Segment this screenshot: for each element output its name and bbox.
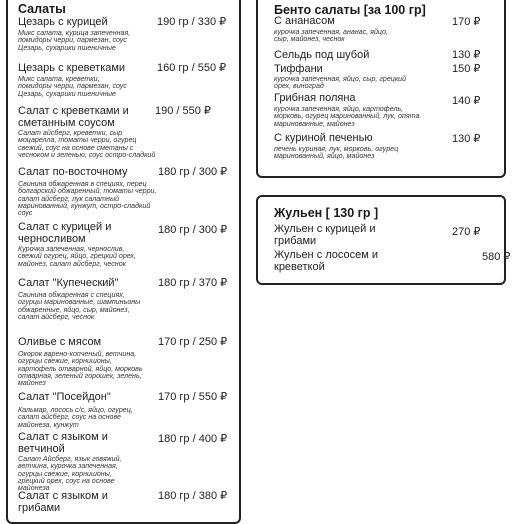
item-description: Окорок варено-копченый, ветчина, огурцы свежие, корнишоны, картофель отварной, яйцо, морковь отварная, зеленый горошек, зелень, майонез [18,350,143,388]
item-name: Жульен с лососем и креветкой [274,249,379,273]
item-name: Оливье с мясом [18,336,102,348]
item-name: Цезарь с курицей [18,16,108,28]
julien-panel [256,195,511,285]
item-price: 180 гр / 380 ₽ [158,490,228,502]
item-name: Салат по-восточному [18,166,128,178]
item-description: курочка запеченная, яйцо, картофель, морковь, огурец маринованный, лук, опята маринованные, майонез [274,105,420,128]
item-description: Свинина обжаренная с специях, огурцы маринованные, шампиньоны обжаренные, яйцо, сыр, майонез, салат айсберг, чеснок [18,291,141,321]
item-price: 580 ₽ [482,251,511,263]
item-name: Сельдь под шубой [274,49,370,61]
item-name: Салат "Купеческий" [18,277,119,289]
item-name: Салат с языком и грибами [18,490,108,514]
item-description: Микс салата, курица запеченная, помидоры черри, пармезан, соус Цезарь, сухарики пшеничные [18,29,131,52]
item-name: Жульен с курицей и грибами [274,223,376,247]
item-description: курочка запеченная, ананас, яйцо, сыр, майонез, чеснок [274,28,388,44]
item-price: 130 ₽ [452,49,481,61]
item-price: 140 ₽ [452,95,481,107]
item-description: Свинина обжаренная в специях, перец болгарский обжаренный, томаты черри, салат айсберг, лук салатный маринованный, кунжут, остро-сладкий соус [18,180,157,218]
item-description: Салат Айсберг, язык говяжий, ветчина, курочка запеченная, огурцы свежие, корнишоны, грецкий орех, соус на основе майонеза [18,455,122,493]
item-price: 270 ₽ [452,226,481,238]
item-name: Цезарь с креветками [18,62,126,74]
item-price: 170 гр / 550 ₽ [158,391,228,403]
salads-title: Салаты [18,2,66,16]
item-price: 180 гр / 300 ₽ [158,166,228,178]
item-price: 170 гр / 250 ₽ [158,336,228,348]
item-price: 170 ₽ [452,16,481,28]
item-name: Салат с курицей и черносливом [18,221,112,245]
item-name: Салат с креветками и сметанным соусом [18,105,129,129]
item-name: Салат "Посейдон" [18,391,111,403]
bento-panel [256,0,506,178]
item-name: С куриной печенью [274,132,373,144]
item-description: Курочка запеченная, чернослив, свежий огурец, яйцо, грецкий орех, майонез, салат айсберг, чеснок [18,245,136,268]
julien-title: Жульен [ 130 гр ] [274,206,379,220]
item-description: Салат айсберг, креветки, сыр моцарелла, томаты черри, огурец свежий, соус на основе сметаны с чесноком и зеленью, соус остро-сладкий [18,129,156,159]
item-name: Тиффани [274,63,323,75]
item-price: 180 гр / 400 ₽ [158,433,228,445]
item-name: Грибная поляна [274,92,356,104]
item-price: 160 гр / 550 ₽ [157,62,227,74]
item-price: 180 гр / 300 ₽ [158,224,228,236]
item-price: 130 ₽ [452,133,481,145]
item-description: курочка запеченная, яйцо, сыр, грецкий орех, виноград [274,75,407,91]
item-price: 180 гр / 370 ₽ [158,277,228,289]
item-name: Салат с языком и ветчиной [18,431,108,455]
salads-panel [6,0,241,524]
item-price: 190 гр / 330 ₽ [157,16,227,28]
item-price: 190 / 550 ₽ [155,105,211,117]
item-description: печень куриная, лук, морковь, огурец маринованный, яйцо, майонез [274,145,399,161]
bento-title: Бенто салаты [за 100 гр] [274,3,426,17]
item-description: Кальмар, лосось с/с, яйцо, огурец, салат айсберг, соус на основе майонеза, кунжут [18,406,133,429]
item-price: 150 ₽ [452,63,481,75]
item-description: Микс салата, креветки, помидоры черри, пармезан, соус Цезарь, сухарики пшеничные [18,75,127,98]
item-name: С ананасом [274,15,335,27]
